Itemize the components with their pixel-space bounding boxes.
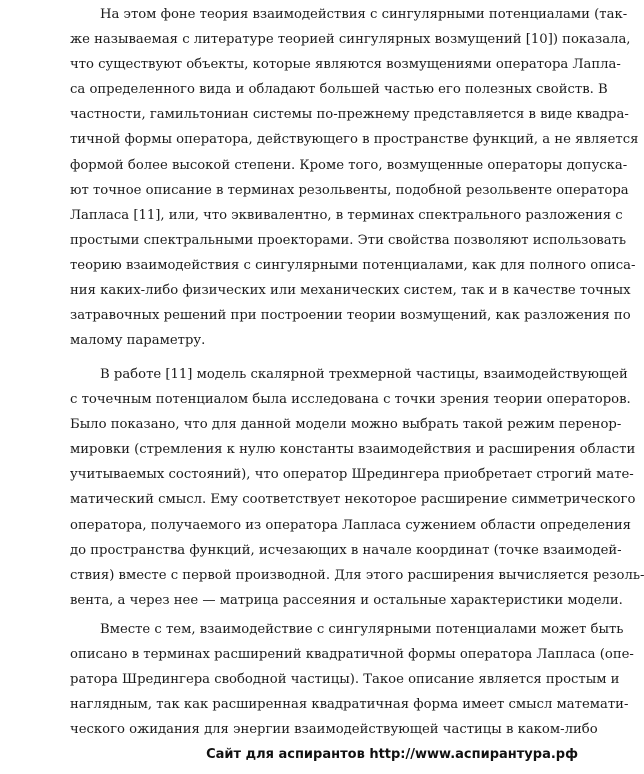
text-line: что существуют объекты, которые являются возмущениями оператора Лапла- bbox=[70, 57, 621, 73]
text-line: учитываемых состояний), что оператор Шредингера приобретает строгий мате- bbox=[70, 467, 634, 483]
text-line: тичной формы оператора, действующего в пространстве функций, а не является bbox=[70, 132, 639, 148]
text-line: ческого ожидания для энергии взаимодействующей частицы в каком-либо bbox=[70, 722, 598, 738]
text-line: ют точное описание в терминах резольвенты, подобной резольвенте оператора bbox=[70, 182, 629, 198]
text-line: са определенного вида и обладают большей частью его полезных свойств. В bbox=[70, 82, 608, 98]
text-line: малому параметру. bbox=[70, 333, 206, 349]
text-line: формой более высокой степени. Кроме того, возмущенные операторы допуска- bbox=[70, 157, 628, 173]
text-line: мировки (стремления к нулю константы взаимодействия и расширения области bbox=[70, 442, 636, 458]
paragraph-1 bbox=[70, 2, 639, 353]
text-line: вента, а через нее — матрица рассеяния и остальные характеристики модели. bbox=[70, 592, 623, 608]
text-line: В работе [11] модель скалярной трехмерной частицы, взаимодействующей bbox=[100, 367, 628, 382]
text-line: простыми спектральными проекторами. Эти свойства позволяют использовать bbox=[70, 232, 627, 248]
text-line: частности, гамильтониан системы по-прежнему представляется в виде квадра- bbox=[70, 107, 629, 123]
text-line: ния каких-либо физических или механических систем, так и в качестве точных bbox=[70, 283, 631, 299]
paragraph-3 bbox=[70, 617, 634, 742]
text-line: с точечным потенциалом была исследована с точки зрения теории операторов. bbox=[70, 392, 631, 408]
text-line: Лапласа [11], или, что эквивалентно, в терминах спектрального разложения с bbox=[70, 207, 623, 223]
text-line: матический смысл. Ему соответствует некоторое расширение симметрического bbox=[70, 492, 636, 508]
site-footer-watermark: Сайт для аспирантов http://www.аспирантура.рф bbox=[206, 747, 578, 762]
text-line: теорию взаимодействия с сингулярными потенциалами, как для полного описа- bbox=[70, 257, 636, 273]
text-line: На этом фоне теория взаимодействия с сингулярными потенциалами (так- bbox=[100, 7, 628, 22]
text-line: описано в терминах расширений квадратичной формы оператора Лапласа (опе- bbox=[70, 647, 634, 663]
text-line: ствия) вместе с первой производной. Для этого расширения вычисляется резоль- bbox=[70, 567, 644, 583]
text-line: до пространства функций, исчезающих в начале координат (точке взаимодей- bbox=[70, 542, 622, 558]
text-line: Вместе с тем, взаимодействие с сингулярными потенциалами может быть bbox=[100, 622, 624, 637]
text-line: ратора Шредингера свободной частицы). Такое описание является простым и bbox=[70, 672, 620, 688]
text-line: же называемая с литературе теорией сингулярных возмущений [10]) показала, bbox=[70, 32, 631, 48]
text-line: Было показано, что для данной модели можно выбрать такой режим перенор- bbox=[70, 417, 622, 433]
paragraph-2 bbox=[70, 362, 644, 613]
text-line: наглядным, так как расширенная квадратичная форма имеет смысл математи- bbox=[70, 697, 629, 713]
text-line: оператора, получаемого из оператора Лапласа сужением области определения bbox=[70, 517, 632, 533]
text-line: затравочных решений при построении теории возмущений, как разложения по bbox=[70, 308, 631, 324]
